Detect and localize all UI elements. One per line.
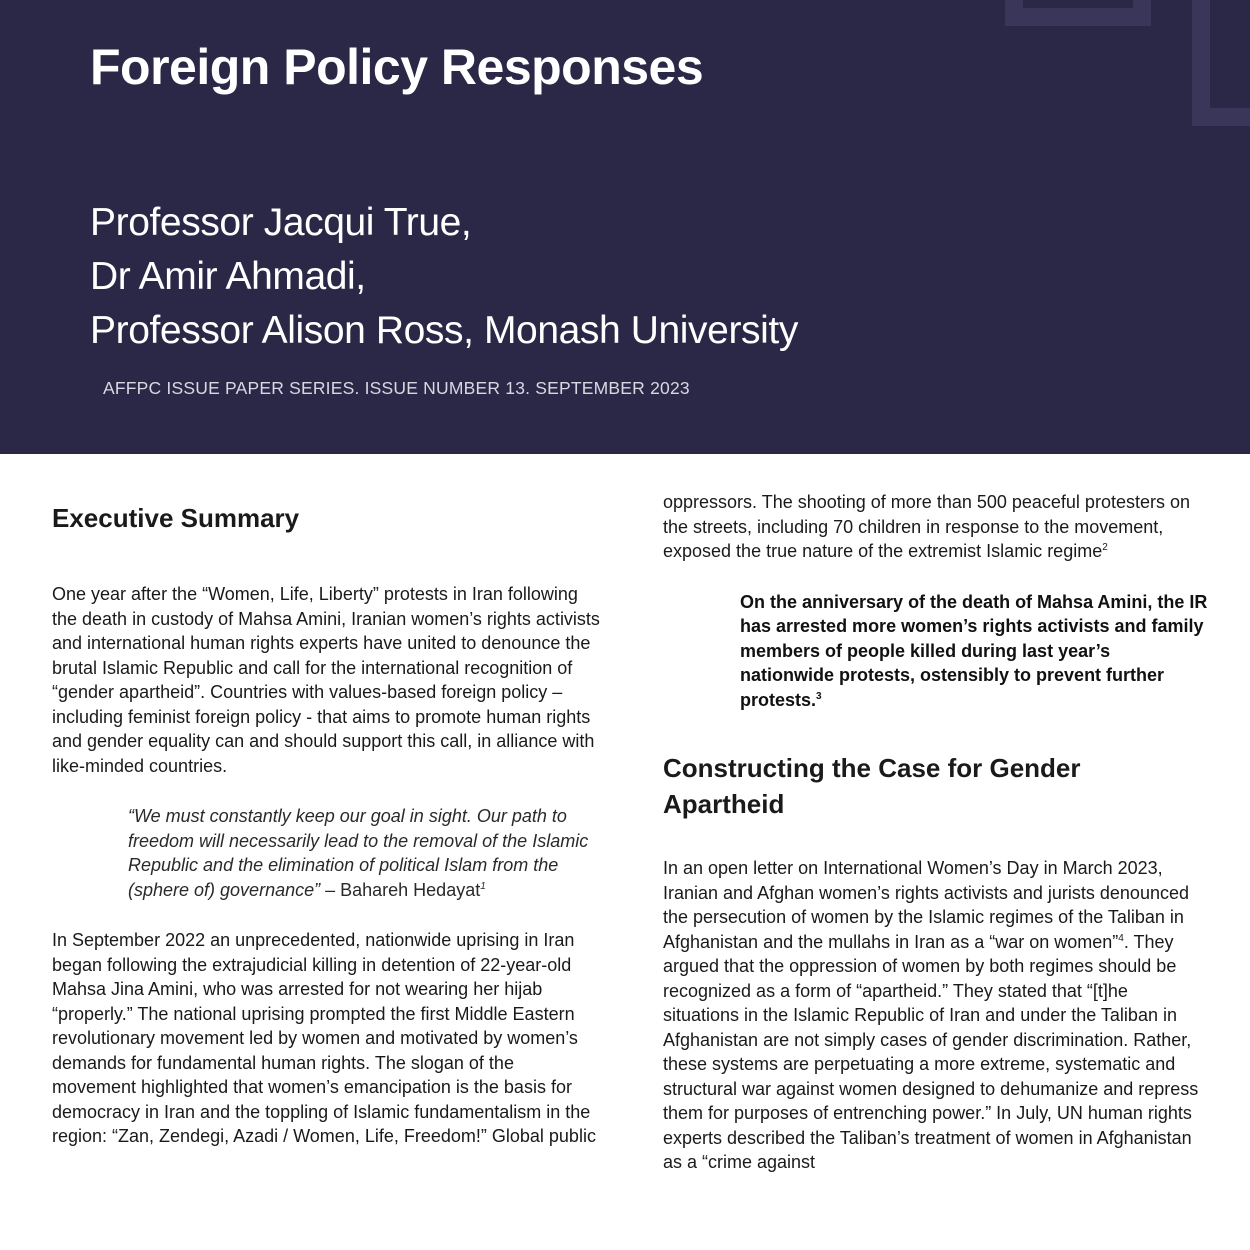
author-list: [90, 196, 798, 358]
author-line: Professor Jacqui True,: [90, 201, 472, 244]
executive-summary-heading: Executive Summary: [52, 503, 300, 533]
left-column: [52, 500, 602, 1149]
body-paragraph: In September 2022 an unprecedented, nationwide uprising in Iran began following the extrajudicial killing in detention of 22-year-old Mahsa Jina Amini, who was arrested for not wearing her hijab “properly.” The national uprising prompted the first Middle Eastern revolutionary movement led by women and motivated by women’s demands for fundamental human rights. The slogan of the movement highlighted that women’s emancipation is the basis for democracy in Iran and the toppling of Islamic fundamentalism in the region: “Zan, Zendegi, Azadi / Women, Life, Freedom!” Global public: [52, 930, 596, 1146]
author-line: Professor Alison Ross, Monash University: [90, 309, 798, 352]
right-column: [663, 490, 1208, 1175]
callout-quote: [740, 590, 1208, 713]
summary-paragraph: One year after the “Women, Life, Liberty” protests in Iran following the death in custody of Mahsa Amini, Iranian women’s rights activists and international human rights experts have united to denounce the brutal Islamic Republic and call for the international recognition of “gender apartheid”. Countries with values-based foreign policy – including feminist foreign policy - that aims to promote human rights and gender equality can and should support this call, in alliance with like-minded countries.: [52, 584, 600, 776]
continuation-text: oppressors. The shooting of more than 500 peaceful protesters on the streets, including 70 children in response to the movement, exposed the true nature of the extremist Islamic regime: [663, 492, 1190, 561]
paragraph-text: In an open letter on International Women’s Day in March 2023, Iranian and Afghan women’s rights activists and jurists denounced the persecution of women by the Islamic regimes of the Taliban in Afghanistan and the mullahs in Iran as a “war on women”: [663, 858, 1189, 952]
decorative-frame-shape: [1192, 0, 1250, 126]
footnote-marker: 3: [816, 690, 822, 702]
paragraph-text: . They argued that the oppression of women by both regimes should be recognized as a form of “apartheid.” They stated that “[t]he situations in the Islamic Republic of Iran and under the Taliban in Afghanistan are not simply cases of gender discrimination. Rather, these systems are perpetuating a more extreme, systematic and structural war against women designed to dehumanize and repress them for purposes of entrenching power.” In July, UN human rights experts described the Taliban’s treatment of women in Afghanistan as a “crime against: [663, 931, 1199, 1172]
series-info: AFFPC ISSUE PAPER SERIES. ISSUE NUMBER 13. SEPTEMBER 2023: [103, 378, 690, 398]
continuation-paragraph: [663, 490, 1208, 564]
author-line: Dr Amir Ahmadi,: [90, 255, 366, 298]
pull-quote: [128, 804, 602, 902]
paper-title: Foreign Policy Responses: [90, 39, 704, 95]
decorative-frame-shape: [1005, 0, 1151, 26]
cover-header: [0, 0, 1250, 454]
quote-attribution: – Bahareh Hedayat: [320, 879, 481, 900]
callout-text: On the anniversary of the death of Mahsa Amini, the IR has arrested more women’s rights activists and family members of people killed during last year’s nationwide protests, ostensibly to prevent further protests.: [740, 591, 1208, 710]
footnote-marker: 2: [1102, 542, 1108, 553]
footnote-marker: 4: [1118, 932, 1124, 944]
section-heading: Constructing the Case for Gender Apartheid: [663, 753, 1081, 819]
footnote-marker: 1: [480, 880, 486, 892]
quote-text: “We must constantly keep our goal in sight. Our path to freedom will necessarily lead to the removal of the Islamic Republic and the elimination of political Islam from the (sphere of) governance”: [128, 806, 589, 900]
body-paragraph: [663, 856, 1208, 1175]
